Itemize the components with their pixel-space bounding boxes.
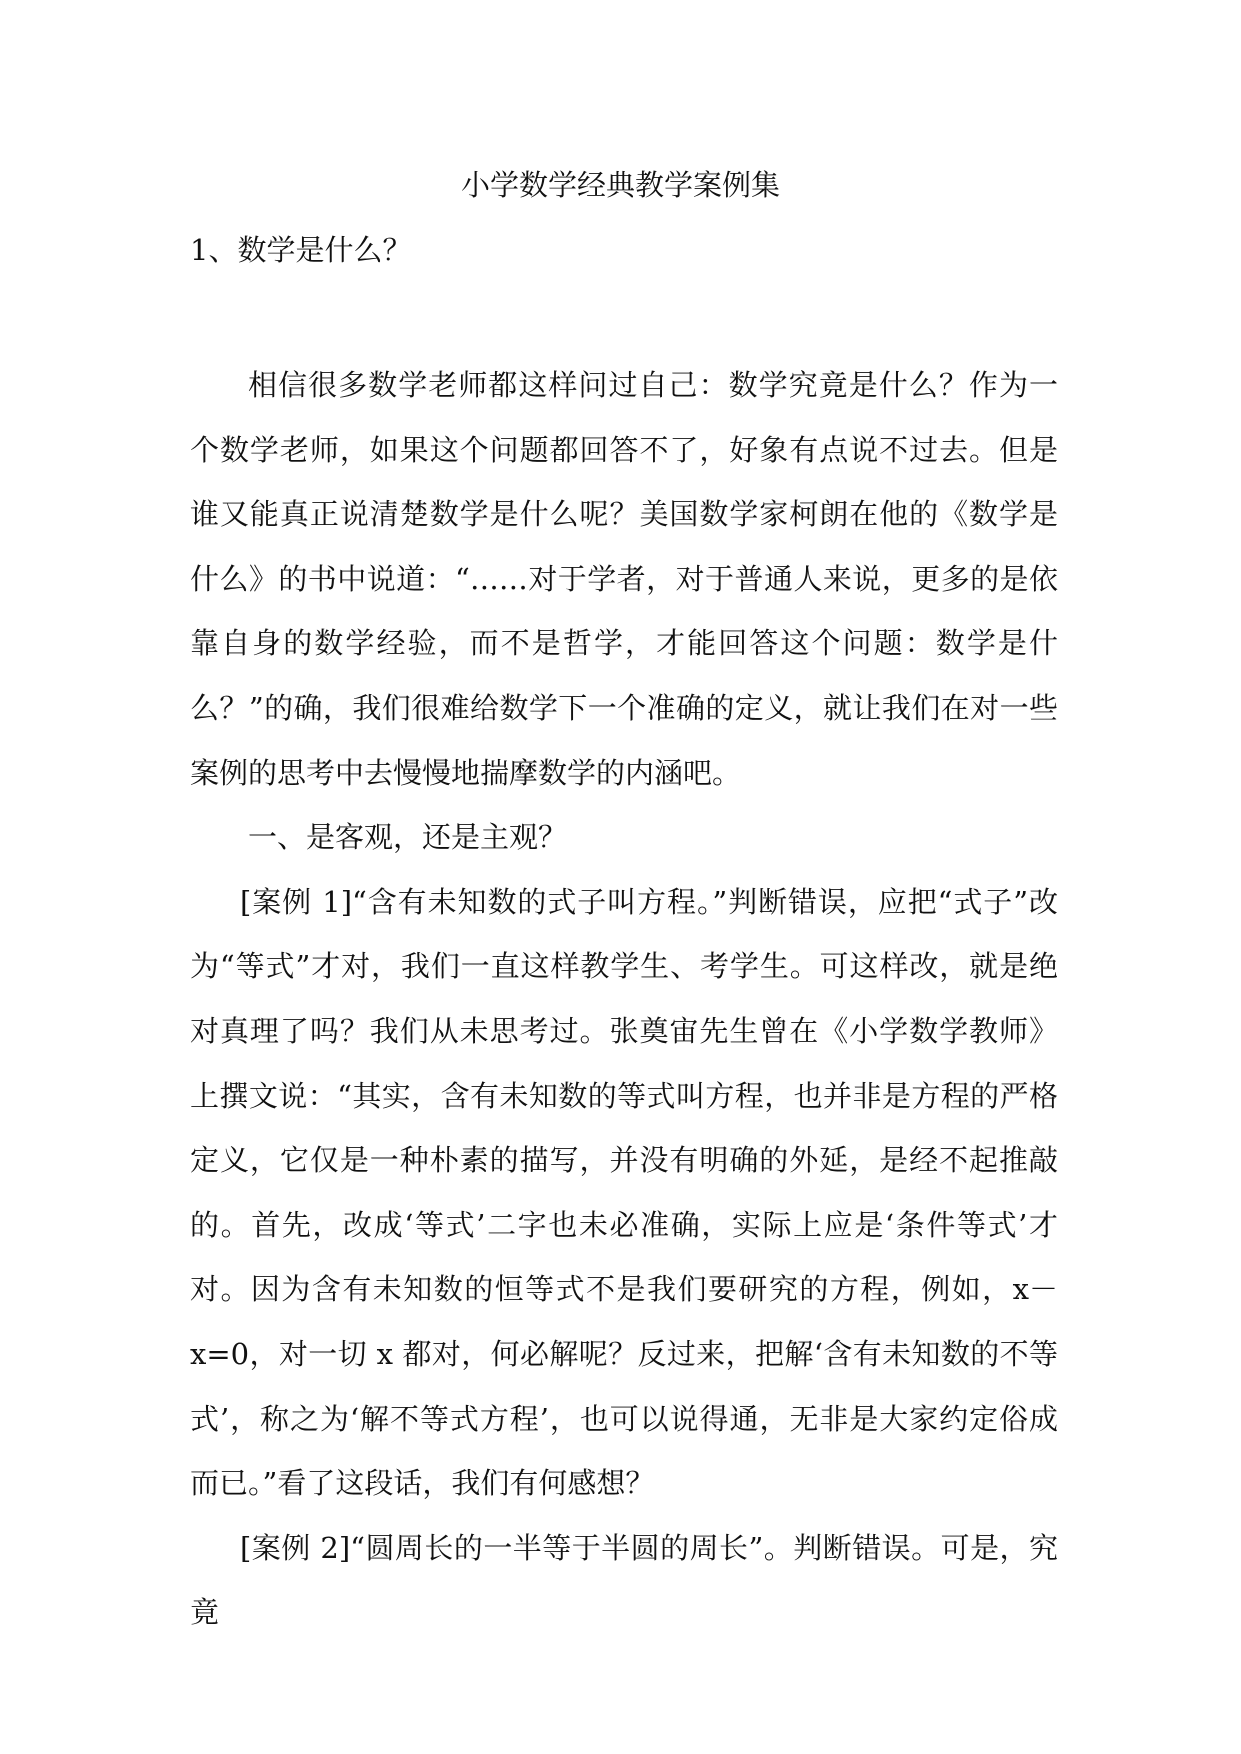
case-1-paragraph: [案例 1]“含有未知数的式子叫方程。”判断错误，应把“式子”改为“等式”才对，我们一直这样教学生、考学生。可这样改，就是绝对真理了吗？我们从未思考过。张奠宙先生曾在《小学数学教师》上撰文说：“其实，含有未知数的等式叫方程，也并非是方程的严格定义，它仅是一种朴素的描写，并没有明确的外延，是经不起推敲的。首先，改成‘等式’二字也未必准确，实际上应是‘条件等式’才对。因为含有未知数的恒等式不是我们要研究的方程，例如，x－x=0，对一切 x 都对，何必解呢？反过来，把解‘含有未知数的不等式’，称之为‘解不等式方程’，也可以说得通，无非是大家约定俗成而已。”看了这段话，我们有何感想？ <box>190 884 1058 1501</box>
intro-paragraph: 相信很多数学老师都这样问过自己：数学究竟是什么？作为一个数学老师，如果这个问题都回答不了，好象有点说不过去。但是谁又能真正说清楚数学是什么呢？美国数学家柯朗在他的《数学是什么》的书中说道：“……对于学者，对于普通人来说，更多的是依靠自身的数学经验，而不是哲学，才能回答这个问题：数学是什么？”的确，我们很难给数学下一个准确的定义，就让我们在对一些案例的思考中去慢慢地揣摩数学的内涵吧。 <box>190 368 1058 790</box>
subsection-heading: 一、是客观，还是主观？ <box>248 820 568 855</box>
section-heading: 1、数学是什么？ <box>190 233 412 267</box>
document-title: 小学数学经典教学案例集 <box>460 168 780 202</box>
case-2-paragraph: [案例 2]“圆周长的一半等于半圆的周长”。判断错误。可是，究竟 <box>190 1530 1058 1630</box>
document-body <box>190 353 1058 1645</box>
